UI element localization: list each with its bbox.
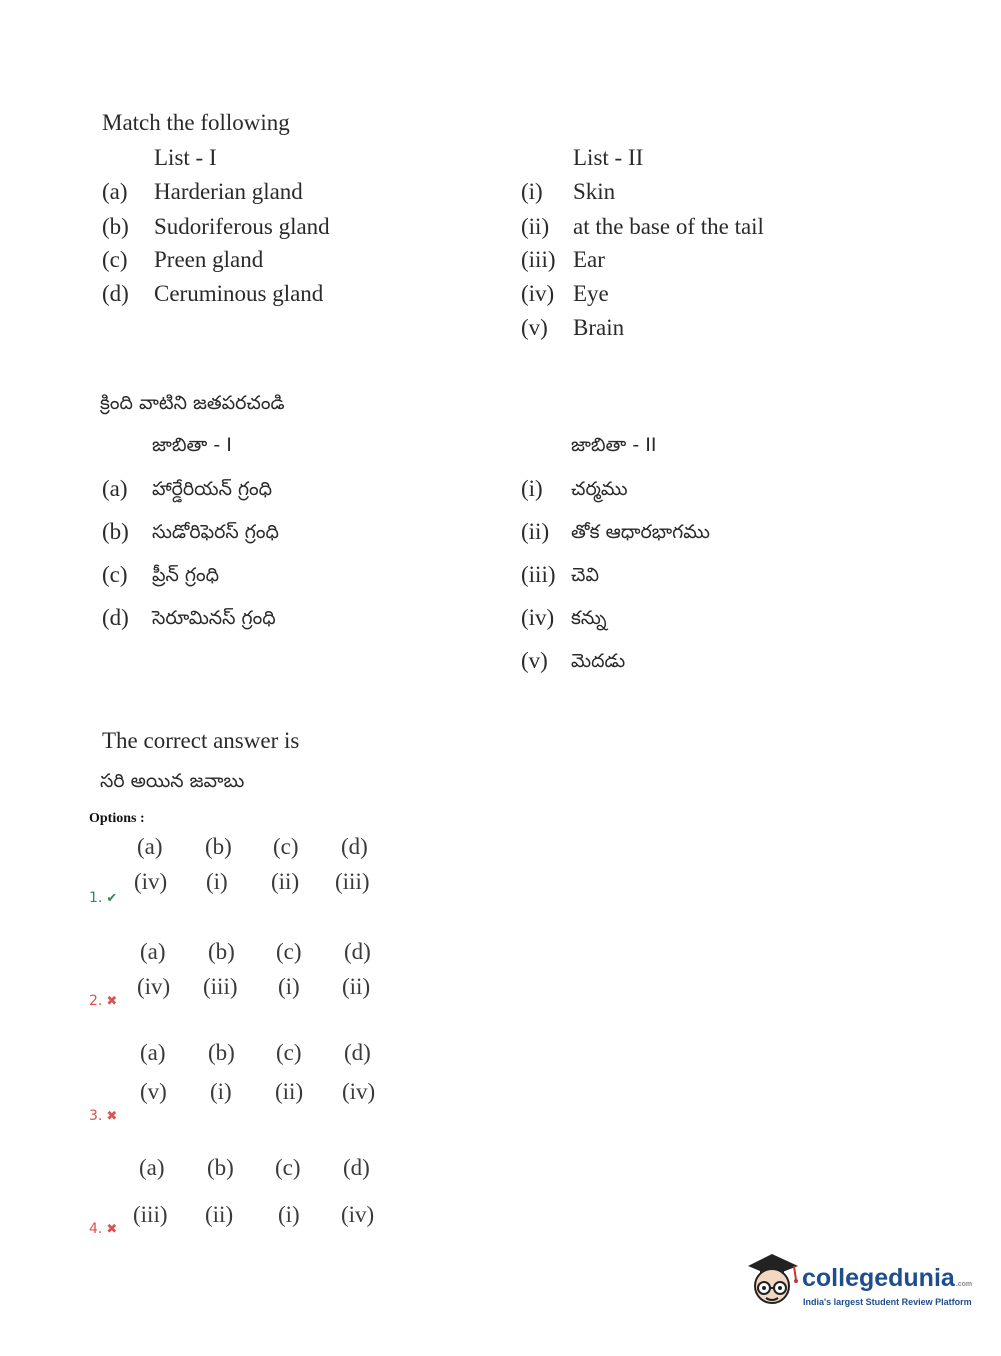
option-value: (ii): [271, 869, 300, 894]
list2-label: (iv): [521, 281, 555, 306]
option-value: (iii): [203, 974, 238, 999]
brand-name: [802, 1264, 972, 1293]
list1-item: Preen gland: [154, 247, 264, 272]
list2-item: Ear: [573, 247, 605, 272]
list2-header-te: జాబితా - II: [571, 434, 657, 456]
list1-item: హార్డేరియన్ గ్రంధి: [152, 478, 273, 500]
option-header: (a): [140, 1040, 166, 1065]
list2-label: (i): [521, 179, 543, 204]
cross-icon: ✖: [106, 994, 118, 1009]
list2-header-en: List - II: [573, 145, 644, 170]
list1-label: (d): [102, 281, 129, 306]
brand-logo[interactable]: [742, 1250, 972, 1320]
list2-item: మెదడు: [571, 650, 626, 672]
list1-header-te: జాబితా - I: [152, 434, 232, 456]
option-value: (i): [206, 869, 228, 894]
option-header: (d): [343, 1155, 370, 1180]
list1-label: (a): [102, 476, 128, 501]
option-value: (i): [278, 1202, 300, 1227]
question-title-te: క్రింది వాటిని జతపరచండి: [100, 392, 285, 414]
check-icon: ✔: [106, 891, 118, 906]
option-header: (a): [137, 834, 163, 859]
option-value: (iv): [342, 1079, 376, 1104]
brand-tagline: India's largest Student Review Platform: [803, 1297, 972, 1307]
list2-label: (iii): [521, 247, 556, 272]
list2-item: చర్మము: [571, 478, 628, 500]
list1-header-en: List - I: [154, 145, 217, 170]
brand-name-text: collegedunia: [802, 1264, 955, 1292]
option-value: (ii): [342, 974, 371, 999]
list1-label: (c): [102, 247, 128, 272]
option-value: (iii): [133, 1202, 168, 1227]
options-label: Options :: [89, 811, 145, 826]
option-header: (c): [273, 834, 299, 859]
option-number: [89, 1221, 117, 1237]
option-header: (c): [276, 1040, 302, 1065]
list2-label: (v): [521, 315, 548, 340]
option-value: (iv): [341, 1202, 375, 1227]
list1-item: Sudoriferous gland: [154, 214, 330, 239]
list2-label: (v): [521, 648, 548, 673]
answer-prompt-en: The correct answer is: [102, 728, 300, 753]
list1-label: (b): [102, 519, 129, 544]
cross-icon: ✖: [106, 1109, 118, 1124]
option-value: (iii): [335, 869, 370, 894]
list2-item: తోక ఆధారభాగము: [571, 521, 710, 543]
option-header: (d): [344, 1040, 371, 1065]
cross-icon: ✖: [106, 1222, 118, 1237]
option-value: (i): [278, 974, 300, 999]
option-value: (i): [210, 1079, 232, 1104]
list2-item: కన్ను: [571, 607, 607, 629]
option-value: (ii): [205, 1202, 234, 1227]
list1-label: (a): [102, 179, 128, 204]
option-header: (a): [139, 1155, 165, 1180]
list1-item: ప్రీన్ గ్రంధి: [152, 564, 220, 586]
list2-label: (ii): [521, 519, 550, 544]
option-number-text: 2.: [89, 993, 103, 1009]
list2-item: Skin: [573, 179, 616, 204]
option-header: (b): [207, 1155, 234, 1180]
option-value: (iv): [134, 869, 168, 894]
list2-item: Brain: [573, 315, 625, 340]
list2-item: Eye: [573, 281, 609, 306]
list2-item: at the base of the tail: [573, 214, 764, 239]
question-title-en: Match the following: [102, 110, 290, 135]
option-number-text: 3.: [89, 1108, 103, 1124]
mascot-icon: [742, 1250, 802, 1316]
option-number: [89, 993, 117, 1009]
option-header: (b): [205, 834, 232, 859]
option-value: (iv): [137, 974, 171, 999]
option-header: (b): [208, 939, 235, 964]
list1-label: (d): [102, 605, 129, 630]
list2-label: (iii): [521, 562, 556, 587]
answer-prompt-te: సరి అయిన జవాబు: [100, 770, 245, 792]
list1-label: (b): [102, 214, 129, 239]
list1-item: సుడోరిఫెరస్ గ్రంధి: [152, 521, 279, 543]
brand-suffix: .com: [955, 1281, 973, 1288]
list2-label: (i): [521, 476, 543, 501]
option-header: (c): [275, 1155, 301, 1180]
option-number: [89, 1108, 117, 1124]
option-value: (ii): [275, 1079, 304, 1104]
option-value: (v): [140, 1079, 167, 1104]
list2-label: (iv): [521, 605, 555, 630]
option-header: (c): [276, 939, 302, 964]
list1-item: Harderian gland: [154, 179, 303, 204]
list2-item: చెవి: [571, 564, 599, 586]
list1-label: (c): [102, 562, 128, 587]
option-number-text: 1.: [89, 890, 103, 906]
option-number-text: 4.: [89, 1221, 103, 1237]
option-number: [89, 890, 117, 906]
option-header: (b): [208, 1040, 235, 1065]
list1-item: Ceruminous gland: [154, 281, 324, 306]
list1-item: సెరూమినస్ గ్రంధి: [152, 607, 276, 629]
option-header: (a): [140, 939, 166, 964]
option-header: (d): [344, 939, 371, 964]
list2-label: (ii): [521, 214, 550, 239]
option-header: (d): [341, 834, 368, 859]
